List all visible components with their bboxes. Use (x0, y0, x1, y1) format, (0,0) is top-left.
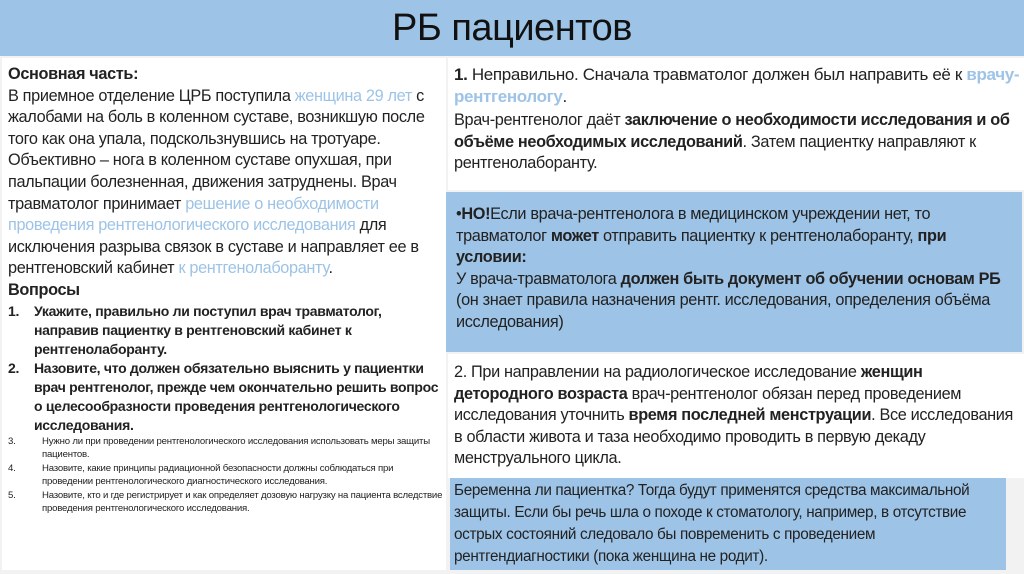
bold-text: 1. (454, 65, 468, 84)
text-segment: отправить пациентку к рентгенолаборанту, (598, 226, 918, 245)
page-title: РБ пациентов (392, 6, 632, 49)
note-condition (456, 204, 1014, 269)
text-segment: • (456, 205, 462, 223)
text-segment: . Затем пациентку направляют к рентгенолаборанту. (454, 132, 976, 173)
text-segment: для исключения разрыва связок в суставе и направляет ее в рентгеновский кабинет (8, 216, 419, 278)
pregnancy-text (454, 480, 1002, 568)
question-text: Назовите, кто и где регистрирует и как определяет дозовую нагрузку на пациента вследствие проведения рентгенологического исследования. (42, 489, 443, 515)
answer-1-verdict (454, 64, 1024, 107)
question-number: 2. (8, 359, 20, 376)
highlighted-text: к рентгенолаборанту (178, 259, 329, 278)
questions-heading: Вопросы (8, 280, 80, 299)
question-item (8, 359, 446, 435)
question-number: 1. (8, 302, 20, 319)
answer-1-explanation (454, 110, 1024, 175)
text-segment: (он знает правила назначения рентг. исследования, определения объёма исследования) (456, 291, 991, 331)
text-segment: с жалобами на боль в коленном суставе, возникшую после того как она упала, подскользнувшись на тротуаре. Объективно – нога в коленном суставе опухшая, при пальпации болезненная, движения затруднены. Врач травматолог принимает (8, 86, 425, 213)
question-text: Назовите, что должен обязательно выяснить у пациентки врач рентгенолог, прежде чем окончательно решить вопрос о целесообразности проведения рентгенологического исследования. (34, 359, 439, 433)
question-item (8, 462, 446, 489)
questions-list (8, 302, 446, 516)
bold-text: время последней менструации (628, 406, 872, 425)
case-panel (2, 58, 446, 570)
text-segment: Если врача-рентгенолога в медицинском учреждении нет, то травматолог (456, 205, 931, 245)
bold-text: женщин детородного возраста (454, 363, 923, 403)
text-segment: . (328, 259, 333, 278)
question-text: Укажите, правильно ли поступил врач травматолог, направив пациентку в рентгеновский кабинет к рентгенолаборанту. (34, 302, 382, 357)
bold-text: НО! (461, 205, 491, 223)
highlighted-text: решение о необходимости проведения рентгенологического исследования (8, 194, 379, 235)
bold-text: при условии: (456, 226, 947, 267)
bold-text: может (550, 226, 599, 245)
text-segment: У врача-травматолога (456, 269, 621, 288)
text-segment: врач-рентгенолог обязан перед проведением исследования уточнить (454, 384, 962, 425)
question-text: Нужно ли при проведении рентгенологического исследования использовать меры защиты пациентов. (42, 435, 430, 461)
text-segment: . (562, 86, 567, 106)
note-requirement (456, 269, 1014, 334)
bold-text: должен быть документ об обучении основам РБ (620, 269, 1001, 288)
text-segment: 2. При направлении на радиологическое исследование (454, 363, 861, 381)
question-number: 5. (8, 489, 16, 501)
answer-2 (448, 354, 1024, 478)
pregnancy-box (450, 478, 1006, 570)
question-item (8, 489, 446, 516)
question-item (8, 435, 446, 462)
highlighted-text: врачу-рентгенологу (454, 65, 1020, 106)
text-segment: Беременна ли пациентка? Тогда будут применятся средства максимальной защиты. Если бы речь шла о походе к стоматологу, например, в отсутствие острых состояний следовало бы повременить с проведением рентгендиагностики (пока женщина не родит). (454, 482, 970, 565)
case-heading: Основная часть: (8, 65, 139, 83)
text-segment: . Все исследования в области живота и таза необходимо проводить в первую декаду менструального цикла. (454, 406, 1014, 468)
text-segment: Врач-рентгенолог даёт (454, 111, 625, 130)
question-item (8, 302, 446, 359)
text-segment: Неправильно. Сначала травматолог должен был направить её к (467, 65, 967, 84)
question-text: Назовите, какие принципы радиационной безопасности должны соблюдаться при проведении рентгенологического диагностического исследования. (42, 462, 394, 488)
bold-text: заключение о необходимости исследования и об объёме необходимых исследований (454, 111, 1010, 151)
case-text (8, 86, 446, 280)
title-bar (0, 0, 1024, 56)
question-number: 4. (8, 462, 16, 474)
answer-2-text (454, 362, 1024, 470)
highlighted-text: женщина 29 лет (294, 86, 412, 105)
note-box (446, 192, 1022, 352)
question-number: 3. (8, 435, 16, 447)
text-segment: В приемное отделение ЦРБ поступила (8, 86, 295, 105)
answer-1 (448, 58, 1024, 190)
